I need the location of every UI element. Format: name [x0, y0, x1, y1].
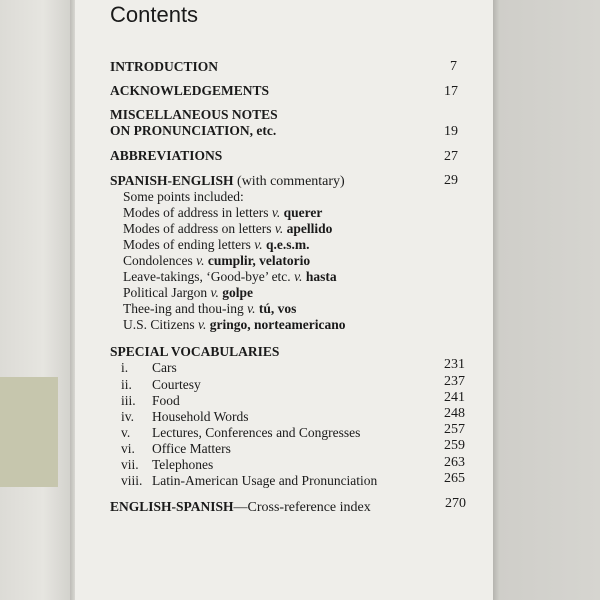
point-word: golpe: [222, 285, 254, 300]
toc-introduction-page: 7: [450, 59, 457, 74]
vocab-page: 259: [444, 438, 465, 453]
toc-misc-line1: MISCELLANEOUS NOTES: [110, 107, 278, 122]
point-v: v.: [271, 205, 281, 220]
vocab-page: 237: [444, 374, 465, 389]
facing-page: [0, 0, 72, 600]
point-text: Political Jargon: [123, 285, 211, 300]
point-item: [123, 205, 322, 221]
point-text: Condolences: [123, 253, 197, 268]
toc-english-spanish-page: 270: [445, 496, 466, 511]
vocab-label: Latin-American Usage and Pronunciation: [152, 473, 378, 488]
point-item: [123, 317, 345, 333]
point-text: Modes of address on letters: [123, 221, 275, 236]
toc-spanish-english: [110, 173, 345, 190]
toc-special-vocabularies: SPECIAL VOCABULARIES: [110, 344, 280, 359]
point-item: [123, 269, 337, 285]
vocab-num: v.: [121, 425, 131, 440]
toc-english-spanish: [110, 499, 371, 516]
point-word: tú, vos: [258, 301, 297, 316]
point-word: querer: [283, 205, 323, 220]
toc-spanish-english-label: SPANISH-ENGLISH: [110, 173, 234, 188]
vocab-num: i.: [121, 360, 129, 375]
toc-acknowledgements-page: 17: [444, 84, 458, 99]
point-v: v.: [210, 285, 219, 300]
toc-introduction: INTRODUCTION: [110, 59, 219, 74]
vocab-page: 257: [444, 422, 465, 437]
points-intro: Some points included:: [123, 189, 244, 204]
point-item: [123, 221, 332, 237]
point-text: U.S. Citizens: [123, 317, 199, 332]
vocab-num: ii.: [121, 377, 132, 392]
point-v: v.: [294, 269, 303, 284]
point-word: gringo, norteamericano: [209, 317, 346, 332]
toc-english-spanish-note: —Cross-reference index: [233, 500, 371, 515]
point-word: apellido: [286, 221, 333, 236]
page-edge: [493, 0, 600, 600]
point-word: q.e.s.m.: [265, 237, 310, 252]
point-word: cumplir, velatorio: [207, 253, 311, 268]
toc-english-spanish-label: ENGLISH-SPANISH: [110, 499, 234, 514]
vocab-label: Courtesy: [152, 377, 201, 392]
point-v: v.: [247, 301, 256, 316]
vocab-num: vii.: [121, 457, 139, 472]
point-v: v.: [196, 253, 205, 268]
toc-abbreviations: ABBREVIATIONS: [110, 148, 223, 163]
vocab-num: iv.: [121, 409, 134, 424]
vocab-page: 265: [444, 471, 465, 486]
vocab-label: Lectures, Conferences and Congresses: [152, 425, 361, 440]
point-item: [123, 253, 310, 269]
vocab-page: 241: [444, 390, 465, 405]
vocab-page: 231: [444, 357, 465, 372]
point-item: [123, 285, 253, 301]
point-item: [123, 237, 309, 253]
point-v: v.: [198, 317, 207, 332]
vocab-page: 248: [444, 406, 465, 421]
vocab-label: Office Matters: [152, 441, 231, 456]
point-text: Modes of address in letters: [123, 205, 272, 220]
point-text: Leave-takings, ‘Good-bye’ etc.: [123, 269, 295, 284]
toc-abbreviations-page: 27: [444, 149, 458, 164]
point-item: [123, 301, 296, 317]
vocab-page: 263: [444, 455, 465, 470]
page-sticker: [0, 377, 58, 487]
page-title: Contents: [110, 2, 199, 27]
point-v: v.: [254, 237, 263, 252]
vocab-label: Food: [152, 393, 180, 408]
toc-misc-line2: ON PRONUNCIATION, etc.: [110, 123, 277, 138]
toc-acknowledgements: ACKNOWLEDGEMENTS: [110, 83, 270, 98]
vocab-num: vi.: [121, 441, 135, 456]
vocab-num: iii.: [121, 393, 136, 408]
vocab-num: viii.: [121, 473, 143, 488]
toc-misc-page: 19: [444, 124, 458, 139]
toc-spanish-english-note: (with commentary): [237, 174, 345, 189]
vocab-label: Telephones: [152, 457, 214, 472]
point-word: hasta: [305, 269, 337, 284]
point-text: Thee-ing and thou-ing: [123, 301, 248, 316]
toc-spanish-english-page: 29: [444, 173, 458, 188]
point-text: Modes of ending letters: [123, 237, 255, 252]
vocab-label: Household Words: [152, 409, 249, 424]
vocab-label: Cars: [152, 360, 177, 375]
point-v: v.: [274, 221, 284, 236]
